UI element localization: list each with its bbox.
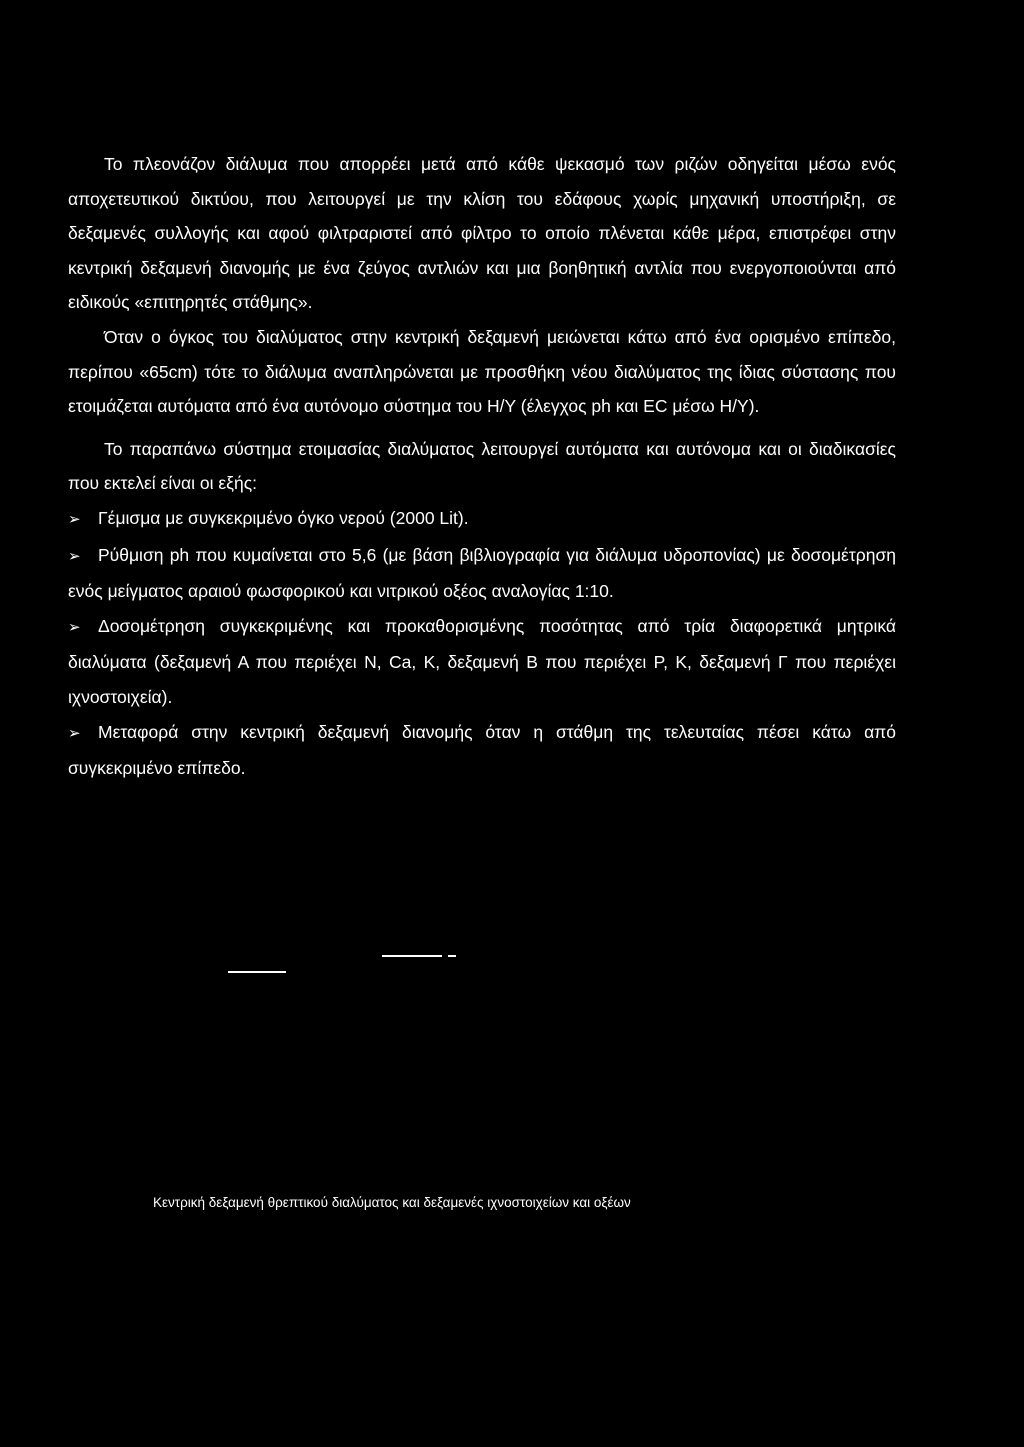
figure-caption: Κεντρική δεξαμενή θρεπτικού διαλύματος και δεξαμενές ιχνοστοιχείων και οξέων [153,1195,631,1210]
paragraph-drainage: Το πλεονάζον διάλυμα που απορρέει μετά από κάθε ψεκασμό των ριζών οδηγείται μέσω ενός αποχετευτικού δικτύου, που λειτουργεί με την κλίση του εδάφους χωρίς μηχανική υποστήριξη, σε δεξαμενές συλλογής και αφού φιλτραριστεί από φίλτρο το οποίο πλένεται κάθε μέρα, επιστρέφει στην κεντρική δεξαμενή διανομής με ένα ζεύγος αντλιών και μια βοηθητική αντλία που ενεργοποιούνται από ειδικούς «επιτηρητές στάθμης». [68,154,896,313]
paragraph-volume-refill: Όταν ο όγκος του διαλύματος στην κεντρική δεξαμενή μειώνεται κάτω από ένα ορισμένο επίπεδο, περίπου «65cm) τότε το διάλυμα αναπληρώνεται με προσθήκη νέου διαλύματος της ίδιας σύστασης που ετοιμάζεται αυτόματα από ένα αυτόνομο σύστημα του Η/Υ (έλεγχος ph και EC μέσω Η/Υ). [68,326,896,417]
arrow-bullet-icon: ➢ [68,510,81,528]
scan-artifact-line [228,971,286,973]
list-item [68,609,896,715]
scan-artifact-line [448,955,456,957]
list-item-text: Δοσομέτρηση συγκεκριμένης και προκαθορισμένης ποσότητας από τρία διαφορετικά μητρικά διαλύματα (δεξαμενή Α που περιέχει N, Ca, K, δεξαμενή Β που περιέχει P, K, δεξαμενή Γ που περιέχει ιχνοστοιχεία). [68,615,896,707]
arrow-bullet-icon: ➢ [68,724,81,742]
list-item-text: Μεταφορά στην κεντρική δεξαμενή διανομής όταν η στάθμη της τελευταίας πέσει κάτω από συγκεκριμένο επίπεδο. [68,721,896,779]
document-body [68,147,896,786]
list-item-text: Γέμισμα με συγκεκριμένο όγκο νερού (2000 Lit). [98,507,469,528]
list-item-text: Ρύθμιση ph που κυμαίνεται στο 5,6 (με βάση βιβλιογραφία για διάλυμα υδροπονίας) με δοσομέτρηση ενός μείγματος αραιού φωσφορικού και νιτρικού οξέος αναλογίας 1:10. [68,544,896,602]
list-item [68,715,896,786]
scan-artifact-line [382,955,442,957]
arrow-bullet-icon: ➢ [68,547,81,565]
arrow-bullet-icon: ➢ [68,618,81,636]
list-item [68,538,896,609]
paragraph-system-intro: Το παραπάνω σύστημα ετοιμασίας διαλύματος λειτουργεί αυτόματα και αυτόνομα και οι διαδικασίες που εκτελεί είναι οι εξής: [68,438,896,494]
list-item [68,501,896,538]
